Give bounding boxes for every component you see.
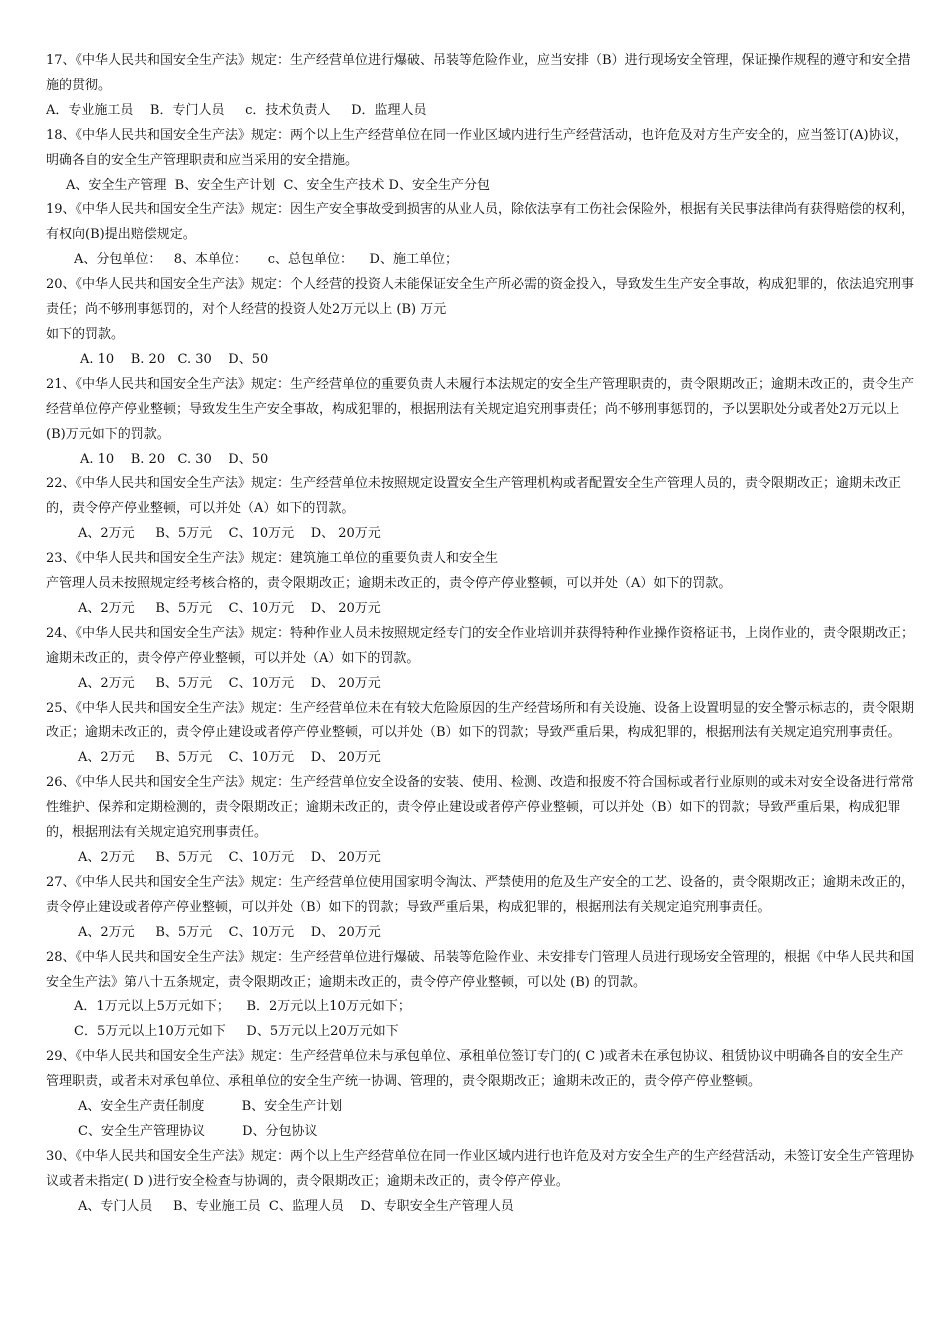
answer-options: A. 10 B. 20 C. 30 D、50 bbox=[80, 351, 269, 367]
answer-options: A、安全生产管理 B、安全生产计划 C、安全生产技术 D、安全生产分包 bbox=[66, 177, 490, 193]
question-text: 产管理人员未按照规定经考核合格的，责令限期改正；逾期未改正的，责令停产停业整顿，可以并处（A）如下的罚款。 bbox=[46, 576, 732, 592]
question-text: 27、《中华人民共和国安全生产法》规定：生产经营单位使用国家明令淘汰、严禁使用的危及生产安全的工艺、设备的，责令限期改正；逾期未改正的，责令停止建设或者停产停业整顿，可以并处（B）如下的罚款；导致严重后果，构成犯罪的，根据刑法有关规定追究刑事责任。 bbox=[46, 874, 915, 915]
question-text: 30、《中华人民共和国安全生产法》规定：两个以上生产经营单位在同一作业区域内进行也许危及对方安全生产的生产经营活动，未签订安全生产管理协议或者未指定( D )进行安全检查与协调的，责令限期改正；逾期未改正的，责令停产停业。 bbox=[46, 1148, 915, 1189]
answer-options: A、2万元 B、5万元 C、10万元 D、 20万元 bbox=[78, 850, 381, 865]
answer-options: A、2万元 B、5万元 C、10万元 D、 20万元 bbox=[78, 924, 381, 940]
question-text: 19、《中华人民共和国安全生产法》规定：因生产安全事故受到损害的从业人员，除依法享有工伤社会保险外，根据有关民事法律尚有获得赔偿的权利，有权向(B)提出赔偿规定。 bbox=[46, 202, 915, 243]
answer-options: C．5万元以上10万元如下 D、5万元以上20万元如下 bbox=[74, 1024, 399, 1040]
question-text: 26、《中华人民共和国安全生产法》规定：生产经营单位安全设备的安装、使用、检测、改造和报废不符合国标或者行业原则的或未对安全设备进行常常性维护、保养和定期检测的，责令限期改正；逾期未改正的，责令停止建设或者停产停业整顿，可以并处（B）如下的罚款；导致严重后果，构成犯罪的，根据刑法有关规定追究刑事责任。 bbox=[46, 775, 915, 841]
answer-options: A、专门人员 B、专业施工员 C、监理人员 D、专职安全生产管理人员 bbox=[78, 1198, 514, 1214]
answer-options: A、2万元 B、5万元 C、10万元 D、 20万元 bbox=[78, 600, 381, 616]
question-text: 29、《中华人民共和国安全生产法》规定：生产经营单位未与承包单位、承租单位签订专门的( C )或者未在承包协议、租赁协议中明确各自的安全生产管理职责，或者未对承包单位、承租单位的安全生产统一协调、管理的，责令限期改正；逾期未改正的，责令停产停业整顿。 bbox=[46, 1049, 904, 1090]
question-text: 24、《中华人民共和国安全生产法》规定：特种作业人员未按照规定经专门的安全作业培训并获得特种作业操作资格证书，上岗作业的，责令限期改正；逾期未改正的，责令停产停业整顿，可以并处（A）如下的罚款。 bbox=[46, 625, 915, 666]
question-text: 25、《中华人民共和国安全生产法》规定：生产经营单位未在有较大危险原因的生产经营场所和有关设施、设备上设置明显的安全警示标志的，责令限期改正；逾期未改正的，责令停止建设或者停产停业整顿，可以并处（B）如下的罚款；导致严重后果，构成犯罪的，根据刑法有关规定追究刑事责任。 bbox=[46, 700, 915, 741]
question-text: 22、《中华人民共和国安全生产法》规定：生产经营单位未按照规定设置安全生产管理机构或者配置安全生产管理人员的，责令限期改正；逾期未改正的，责令停产停业整顿，可以并处（A）如下的罚款。 bbox=[46, 476, 902, 517]
question-text: 20、《中华人民共和国安全生产法》规定：个人经营的投资人未能保证安全生产所必需的资金投入，导致发生生产安全事故，构成犯罪的，依法追究刑事责任；尚不够刑事惩罚的，对个人经营的投资人处2万元以上 (B) 万元 bbox=[46, 277, 915, 318]
answer-options: A、2万元 B、5万元 C、10万元 D、 20万元 bbox=[78, 526, 381, 542]
answer-options: A、安全生产责任制度 B、安全生产计划 bbox=[78, 1099, 343, 1115]
answer-options: A、2万元 B、5万元 C、10万元 D、 20万元 bbox=[78, 750, 381, 766]
question-text: 21、《中华人民共和国安全生产法》规定：生产经营单位的重要负责人未履行本法规定的安全生产管理职责的，责令限期改正；逾期未改正的，责令生产经营单位停产停业整顿；导致发生生产安全事故，构成犯罪的，根据刑法有关规定追究刑事责任；尚不够刑事惩罚的，予以罢职处分或者处2万元以上(B)万元如下的罚款。 bbox=[46, 376, 915, 442]
answer-options: A. 10 B. 20 C. 30 D、50 bbox=[80, 451, 269, 467]
document-page bbox=[46, 49, 916, 1220]
question-text: 18、《中华人民共和国安全生产法》规定：两个以上生产经营单位在同一作业区域内进行生产经营活动，也许危及对方生产安全的，应当签订(A)协议，明确各自的安全生产管理职责和应当采用的安全措施。 bbox=[46, 127, 908, 168]
answer-options: C、安全生产管理协议 D、分包协议 bbox=[78, 1123, 318, 1139]
answer-options: A．专业施工员 B．专门人员 c．技术负责人 D．监理人员 bbox=[46, 102, 427, 118]
answer-options: A．1万元以上5万元如下； B．2万元以上10万元如下； bbox=[74, 999, 411, 1015]
question-text: 如下的罚款。 bbox=[46, 326, 125, 342]
answer-options: A、2万元 B、5万元 C、10万元 D、 20万元 bbox=[78, 675, 381, 691]
question-text: 28、《中华人民共和国安全生产法》规定：生产经营单位进行爆破、吊装等危险作业、未安排专门管理人员进行现场安全管理的，根据《中华人民共和国安全生产法》第八十五条规定，责令限期改正；逾期未改正的，责令停产停业整顿，可以处 (B) 的罚款。 bbox=[46, 949, 915, 990]
question-text: 17、《中华人民共和国安全生产法》规定：生产经营单位进行爆破、吊装等危险作业，应当安排（B）进行现场安全管理，保证操作规程的遵守和安全措施的贯彻。 bbox=[46, 53, 911, 93]
answer-options: A、分包单位： 8、本单位： c、总包单位： D、施工单位； bbox=[74, 252, 458, 268]
question-text: 23、《中华人民共和国安全生产法》规定：建筑施工单位的重要负责人和安全生 bbox=[46, 551, 499, 567]
